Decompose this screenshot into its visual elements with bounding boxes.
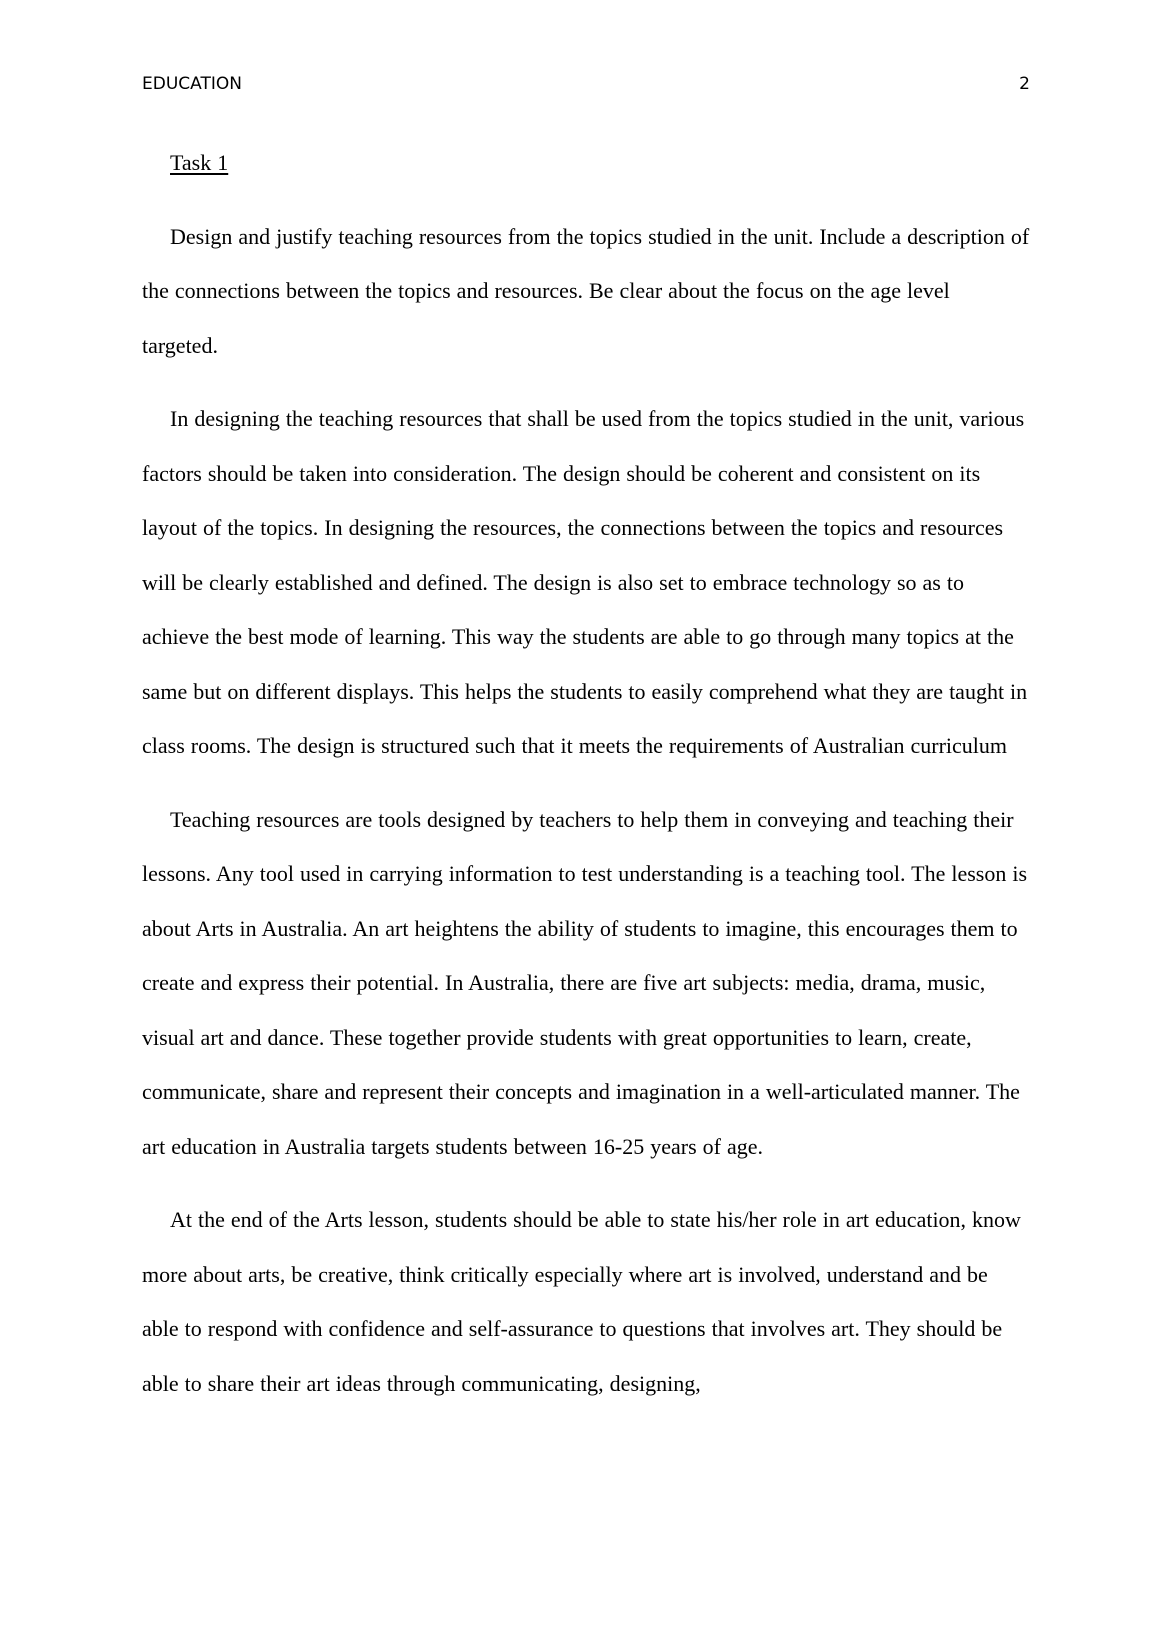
page-number: 2 <box>1019 74 1030 94</box>
paragraph-resources: Teaching resources are tools designed by teachers to help them in conveying and teaching their lessons. Any tool used in carrying information to test understanding is a teaching tool. The lesson is about Arts in Australia. An art heightens the ability of students to imagine, this encourages them to create and express their potential. In Australia, there are five art subjects: media, drama, music, visual art and dance. These together provide students with great opportunities to learn, create, communicate, share and represent their concepts and imagination in a well-articulated manner. The art education in Australia targets students between 16-25 years of age. <box>142 806 1028 1159</box>
running-head: EDUCATION <box>142 74 242 94</box>
task-heading: Task 1 <box>170 150 229 175</box>
paragraph-prompt: Design and justify teaching resources from the topics studied in the unit. Include a description of the connections between the topics and resources. Be clear about the focus on the age level targeted. <box>142 223 1030 358</box>
paragraph-outcomes: At the end of the Arts lesson, students should be able to state his/her role in art education, know more about arts, be creative, think critically especially where art is involved, understand and be able to respond with confidence and self-assurance to questions that involves art. They should be able to share their art ideas through communicating, designing, <box>142 1207 1021 1396</box>
page-header <box>142 72 1030 96</box>
document-body <box>142 136 1030 1430</box>
paragraph-design: In designing the teaching resources that shall be used from the topics studied in the unit, various factors should be taken into consideration. The design should be coherent and consistent on its layout of the topics. In designing the resources, the connections between the topics and resources will be clearly established and defined. The design is also set to embrace technology so as to achieve the best mode of learning. This way the students are able to go through many topics at the same but on different displays. This helps the students to easily comprehend what they are taught in class rooms. The design is structured such that it meets the requirements of Australian curriculum <box>142 406 1028 758</box>
